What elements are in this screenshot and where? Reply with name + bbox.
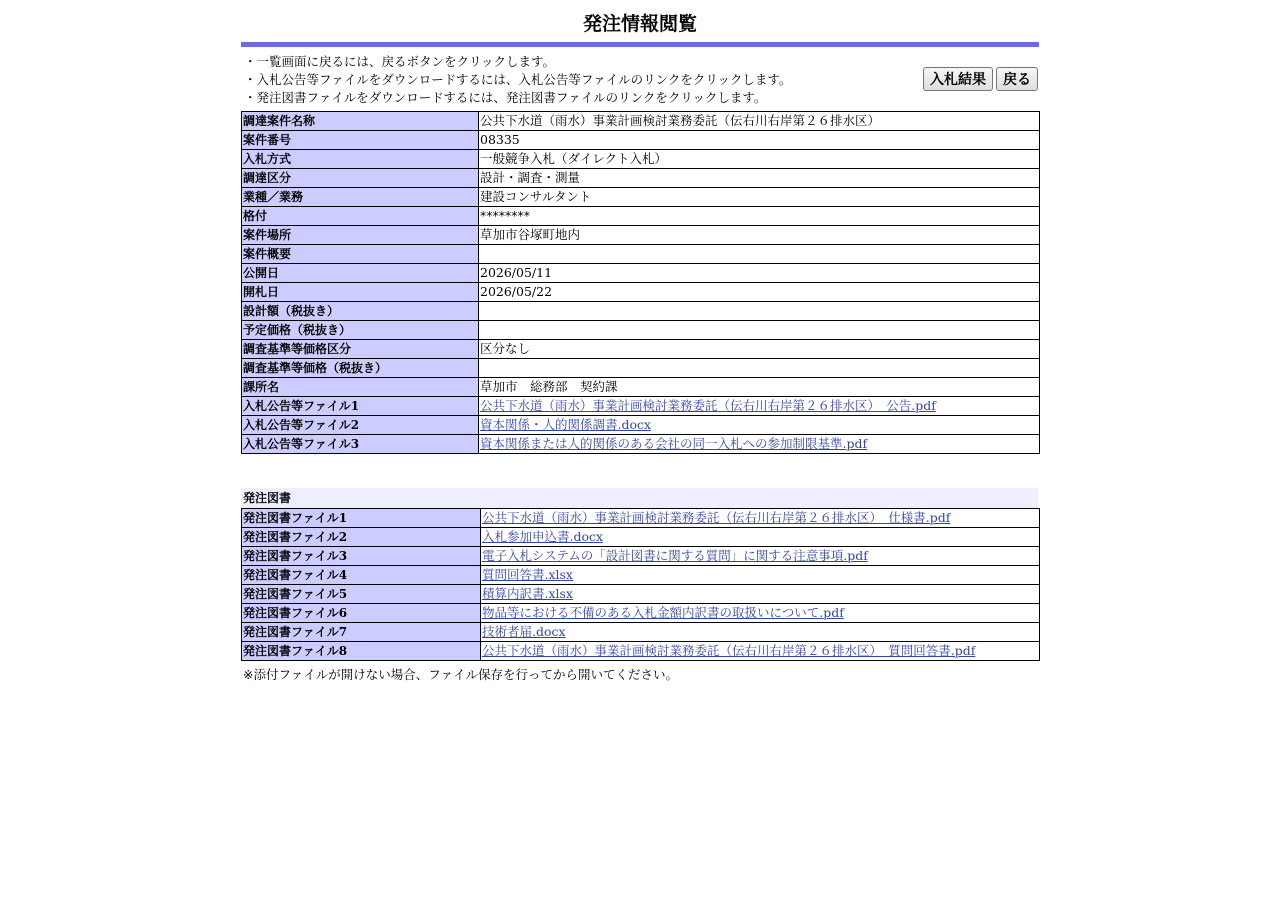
field-label: 発注図書ファイル5 bbox=[242, 585, 481, 604]
detail-row bbox=[242, 169, 1040, 188]
field-value: 草加市 総務部 契約課 bbox=[479, 378, 1040, 397]
field-label: 調査基準等価格（税抜き） bbox=[242, 359, 479, 378]
field-value: 公共下水道（雨水）事業計画検討業務委託（伝右川右岸第２６排水区） bbox=[479, 112, 1040, 131]
field-label: 発注図書ファイル1 bbox=[242, 509, 481, 528]
field-label: 入札方式 bbox=[242, 150, 479, 169]
order-file-row bbox=[242, 623, 1040, 642]
field-label: 案件概要 bbox=[242, 245, 479, 264]
file-link[interactable]: 物品等における不備のある入札金額内訳書の取扱いについて.pdf bbox=[482, 605, 844, 620]
field-value bbox=[481, 642, 1040, 661]
file-link[interactable]: 公共下水道（雨水）事業計画検討業務委託（伝右川右岸第２６排水区） 仕様書.pdf bbox=[482, 510, 951, 525]
field-value: 2026/05/11 bbox=[479, 264, 1040, 283]
detail-row bbox=[242, 188, 1040, 207]
field-label: 発注図書ファイル6 bbox=[242, 604, 481, 623]
field-label: 業種／業務 bbox=[242, 188, 479, 207]
details-table bbox=[241, 111, 1040, 454]
field-value bbox=[479, 245, 1040, 264]
order-file-row bbox=[242, 509, 1040, 528]
order-file-row bbox=[242, 604, 1040, 623]
action-buttons bbox=[923, 67, 1038, 91]
file-link[interactable]: 公共下水道（雨水）事業計画検討業務委託（伝右川右岸第２６排水区） 質問回答書.pdf bbox=[482, 643, 976, 658]
order-file-row bbox=[242, 547, 1040, 566]
order-file-row bbox=[242, 585, 1040, 604]
file-link[interactable]: 資本関係・人的関係調書.docx bbox=[480, 417, 652, 432]
field-label: 調査基準等価格区分 bbox=[242, 340, 479, 359]
instruction-item: ・入札公告等ファイルをダウンロードするには、入札公告等ファイルのリンクをクリックします。 bbox=[244, 72, 792, 87]
instruction-item: ・一覧画面に戻るには、戻るボタンをクリックします。 bbox=[244, 54, 556, 69]
instructions-area bbox=[241, 47, 1039, 111]
field-label: 発注図書ファイル4 bbox=[242, 566, 481, 585]
order-file-row bbox=[242, 642, 1040, 661]
field-label: 開札日 bbox=[242, 283, 479, 302]
field-label: 入札公告等ファイル3 bbox=[242, 435, 479, 454]
field-label: 公開日 bbox=[242, 264, 479, 283]
detail-row bbox=[242, 150, 1040, 169]
detail-row bbox=[242, 283, 1040, 302]
field-value: 建設コンサルタント bbox=[479, 188, 1040, 207]
field-label: 発注図書ファイル2 bbox=[242, 528, 481, 547]
field-value: 草加市谷塚町地内 bbox=[479, 226, 1040, 245]
field-label: 格付 bbox=[242, 207, 479, 226]
field-value: 08335 bbox=[479, 131, 1040, 150]
order-files-table bbox=[241, 508, 1040, 661]
field-label: 入札公告等ファイル2 bbox=[242, 416, 479, 435]
field-value bbox=[481, 528, 1040, 547]
field-label: 予定価格（税抜き） bbox=[242, 321, 479, 340]
field-value: 2026/05/22 bbox=[479, 283, 1040, 302]
field-value bbox=[481, 623, 1040, 642]
field-value bbox=[479, 416, 1040, 435]
file-link[interactable]: 質問回答書.xlsx bbox=[482, 567, 573, 582]
notice-file-row bbox=[242, 435, 1040, 454]
file-link[interactable]: 積算内訳書.xlsx bbox=[482, 586, 573, 601]
field-label: 案件場所 bbox=[242, 226, 479, 245]
field-value bbox=[481, 604, 1040, 623]
instructions-list bbox=[244, 53, 791, 107]
page-title: 発注情報閲覧 bbox=[582, 13, 697, 35]
detail-row bbox=[242, 112, 1040, 131]
detail-row bbox=[242, 226, 1040, 245]
field-value: ******** bbox=[479, 207, 1040, 226]
field-value bbox=[481, 566, 1040, 585]
page-container bbox=[241, 0, 1039, 683]
field-label: 調達区分 bbox=[242, 169, 479, 188]
file-link[interactable]: 技術者届.docx bbox=[482, 624, 566, 639]
field-label: 入札公告等ファイル1 bbox=[242, 397, 479, 416]
footer-note: ※添付ファイルが開けない場合、ファイル保存を行ってから開いてください。 bbox=[243, 667, 678, 682]
detail-row bbox=[242, 378, 1040, 397]
detail-row bbox=[242, 131, 1040, 150]
detail-row bbox=[242, 264, 1040, 283]
field-label: 設計額（税抜き） bbox=[242, 302, 479, 321]
field-value bbox=[479, 321, 1040, 340]
field-label: 発注図書ファイル8 bbox=[242, 642, 481, 661]
field-label: 発注図書ファイル3 bbox=[242, 547, 481, 566]
bid-results-button[interactable]: 入札結果 bbox=[923, 67, 993, 91]
notice-file-row bbox=[242, 397, 1040, 416]
field-value bbox=[481, 547, 1040, 566]
field-value bbox=[479, 397, 1040, 416]
detail-row bbox=[242, 207, 1040, 226]
field-value bbox=[481, 509, 1040, 528]
section-title: 発注図書 bbox=[241, 488, 1038, 508]
detail-row bbox=[242, 340, 1040, 359]
field-value bbox=[479, 435, 1040, 454]
field-label: 調達案件名称 bbox=[242, 112, 479, 131]
field-value bbox=[481, 585, 1040, 604]
field-label: 案件番号 bbox=[242, 131, 479, 150]
instruction-item: ・発注図書ファイルをダウンロードするには、発注図書ファイルのリンクをクリックします。 bbox=[244, 90, 767, 105]
notice-file-row bbox=[242, 416, 1040, 435]
field-value: 設計・調査・測量 bbox=[479, 169, 1040, 188]
file-link[interactable]: 公共下水道（雨水）事業計画検討業務委託（伝右川右岸第２６排水区） 公告.pdf bbox=[480, 398, 936, 413]
detail-row bbox=[242, 359, 1040, 378]
field-label: 課所名 bbox=[242, 378, 479, 397]
order-file-row bbox=[242, 528, 1040, 547]
file-link[interactable]: 入札参加申込書.docx bbox=[482, 529, 604, 544]
field-value: 区分なし bbox=[479, 340, 1040, 359]
order-file-row bbox=[242, 566, 1040, 585]
file-link[interactable]: 資本関係または人的関係のある会社の同一入札への参加制限基準.pdf bbox=[480, 436, 868, 451]
detail-row bbox=[242, 321, 1040, 340]
back-button[interactable]: 戻る bbox=[996, 67, 1038, 91]
field-value bbox=[479, 359, 1040, 378]
detail-row bbox=[242, 302, 1040, 321]
detail-row bbox=[242, 245, 1040, 264]
field-value bbox=[479, 302, 1040, 321]
field-value: 一般競争入札（ダイレクト入札） bbox=[479, 150, 1040, 169]
file-link[interactable]: 電子入札システムの「設計図書に関する質問」に関する注意事項.pdf bbox=[482, 548, 868, 563]
field-label: 発注図書ファイル7 bbox=[242, 623, 481, 642]
